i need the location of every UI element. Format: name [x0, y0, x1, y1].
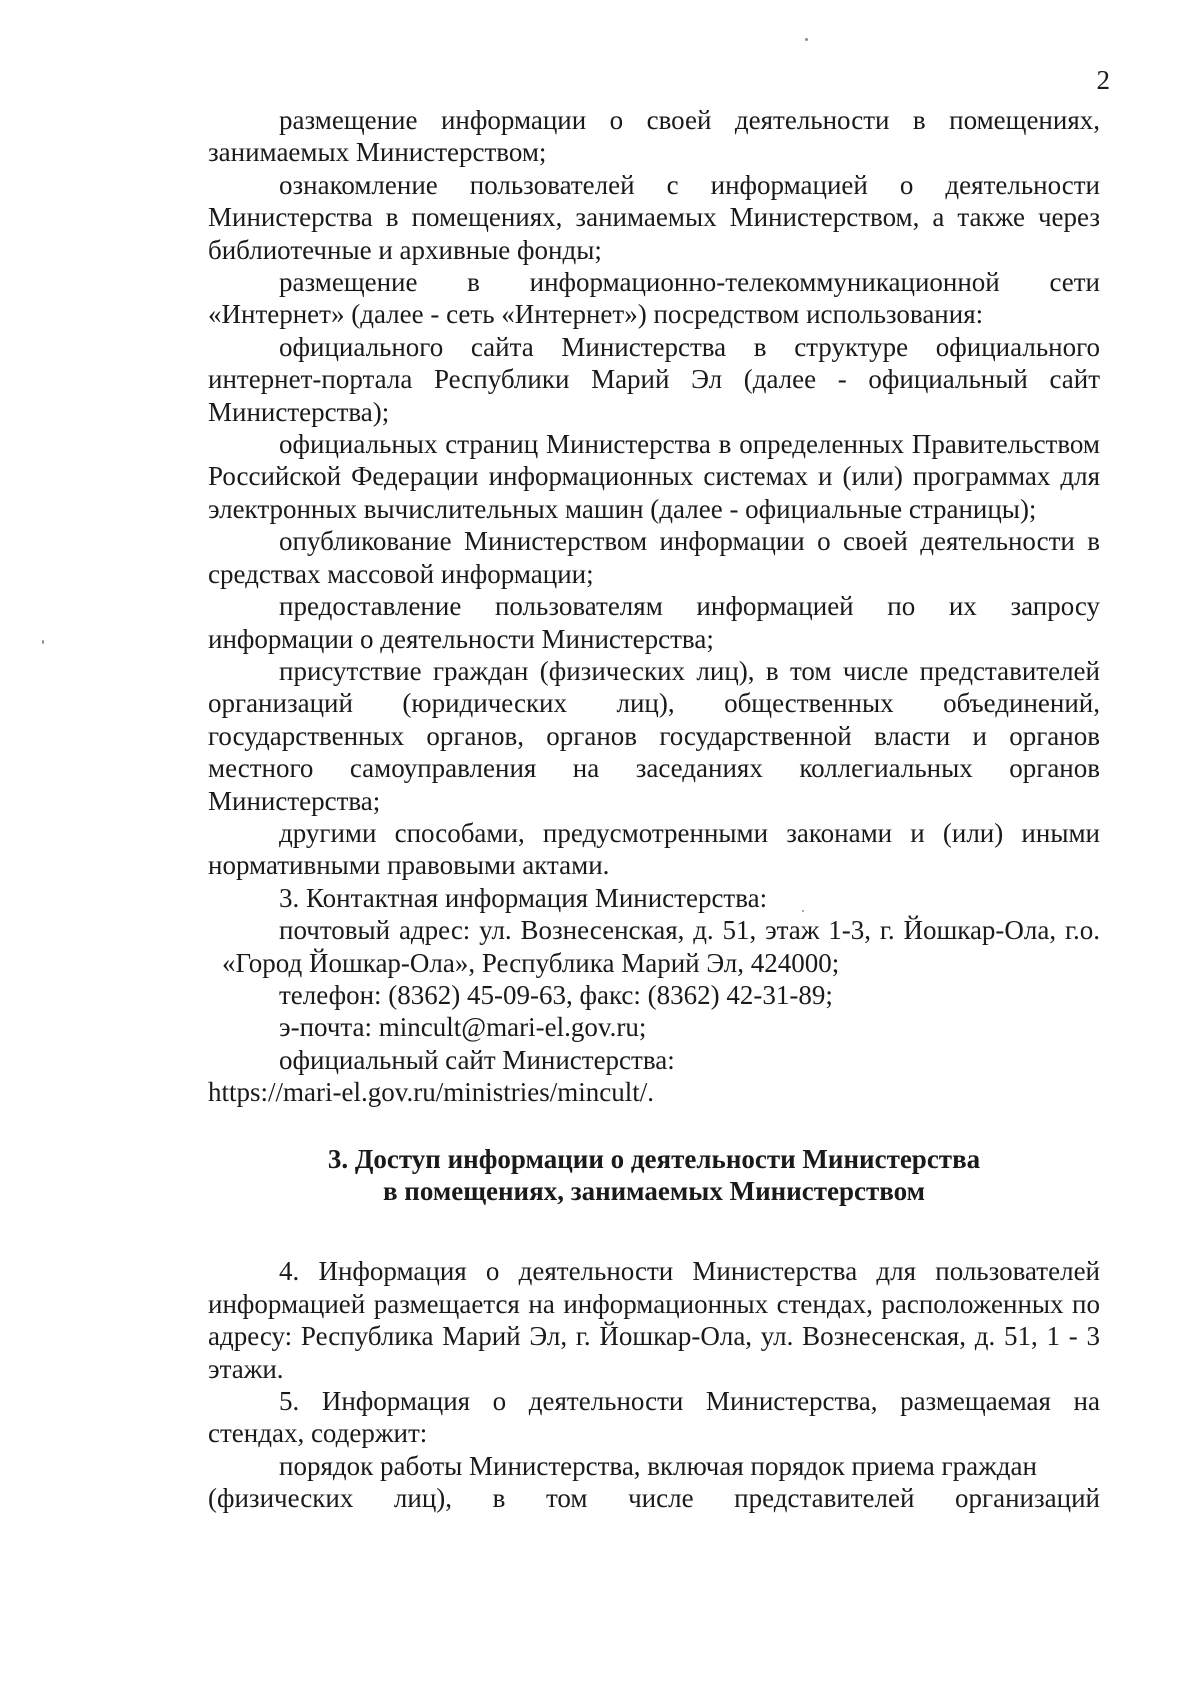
paragraph-internet-placement: размещение в информационно-телекоммуникационной сети «Интернет» (далее - сеть «Интернет») посредством использования:	[208, 267, 1100, 330]
scan-speck	[42, 640, 44, 644]
document-body	[208, 104, 1100, 1515]
section-heading-line-2: в помещениях, занимаемых Министерством	[382, 1176, 926, 1206]
scan-speck	[805, 38, 808, 41]
phone-fax: телефон: (8362) 45-09-63, факс: (8362) 42-31-89;	[279, 979, 833, 1010]
contacts-heading: 3. Контактная информация Министерства:	[279, 882, 768, 913]
paragraph-other-methods: другими способами, предусмотренными законами и (или) иными нормативными правовыми актами.	[208, 817, 1100, 881]
paragraph-official-pages: официальных страниц Министерства в определенных Правительством Российской Федерации информационных системах и (или) программах для электронных вычислительных машин (далее - официальные страницы);	[208, 429, 1100, 524]
paragraph-stands-content: 5. Информация о деятельности Министерства, размещаемая на стендах, содержит:	[208, 1386, 1100, 1449]
page-number: 2	[1096, 65, 1110, 95]
paragraph-mass-media: опубликование Министерством информации о своей деятельности в средствах массовой информации;	[208, 526, 1100, 589]
email-line: э-почта: mincult@mari-el.gov.ru;	[279, 1012, 647, 1043]
official-site-url: https://mari-el.gov.ru/ministries/mincult/.	[208, 1077, 654, 1108]
section-heading-line-1: 3. Доступ информации о деятельности Министерства	[327, 1143, 981, 1174]
paragraph-work-order-line-2: (физических лиц), в том числе представителей организаций	[208, 1483, 1100, 1514]
paragraph-presence-of-citizens: присутствие граждан (физических лиц), в том числе представителей организаций (юридических лиц), общественных объединений, государственных органов, органов государственной власти и органов местного самоуправления на заседаниях коллегиальных органов Министерства;	[208, 655, 1100, 816]
section-heading	[208, 1143, 1100, 1208]
paragraph-familiarization: ознакомление пользователей с информацией о деятельности Министерства в помещениях, занимаемых Министерством, а также через библиотечные и архивные фонды;	[208, 169, 1100, 265]
official-site-label: официальный сайт Министерства:	[279, 1044, 675, 1075]
paragraph-on-request: предоставление пользователям информацией по их запросу информации о деятельности Министерства;	[208, 591, 1100, 654]
paragraph-official-site: официального сайта Министерства в структуре официального интернет-портала Республики Марий Эл (далее - официальный сайт Министерства);	[208, 331, 1100, 427]
paragraph-work-order-line-1: порядок работы Министерства, включая порядок приема граждан	[279, 1450, 1037, 1481]
paragraph-info-stands: 4. Информация о деятельности Министерства для пользователей информацией размещается на информационных стендах, расположенных по адресу: Республика Марий Эл, г. Йошкар-Ола, ул. Вознесенская, д. 51, 1 - 3 этажи.	[208, 1256, 1100, 1384]
postal-address: почтовый адрес: ул. Вознесенская, д. 51, этаж 1-3, г. Йошкар-Ола, г.о. «Город Йошкар-Ола», Республика Марий Эл, 424000;	[222, 915, 1100, 978]
paragraph-placement-premises: размещение информации о своей деятельности в помещениях, занимаемых Министерством;	[208, 105, 1100, 168]
scan-speck	[802, 910, 804, 912]
